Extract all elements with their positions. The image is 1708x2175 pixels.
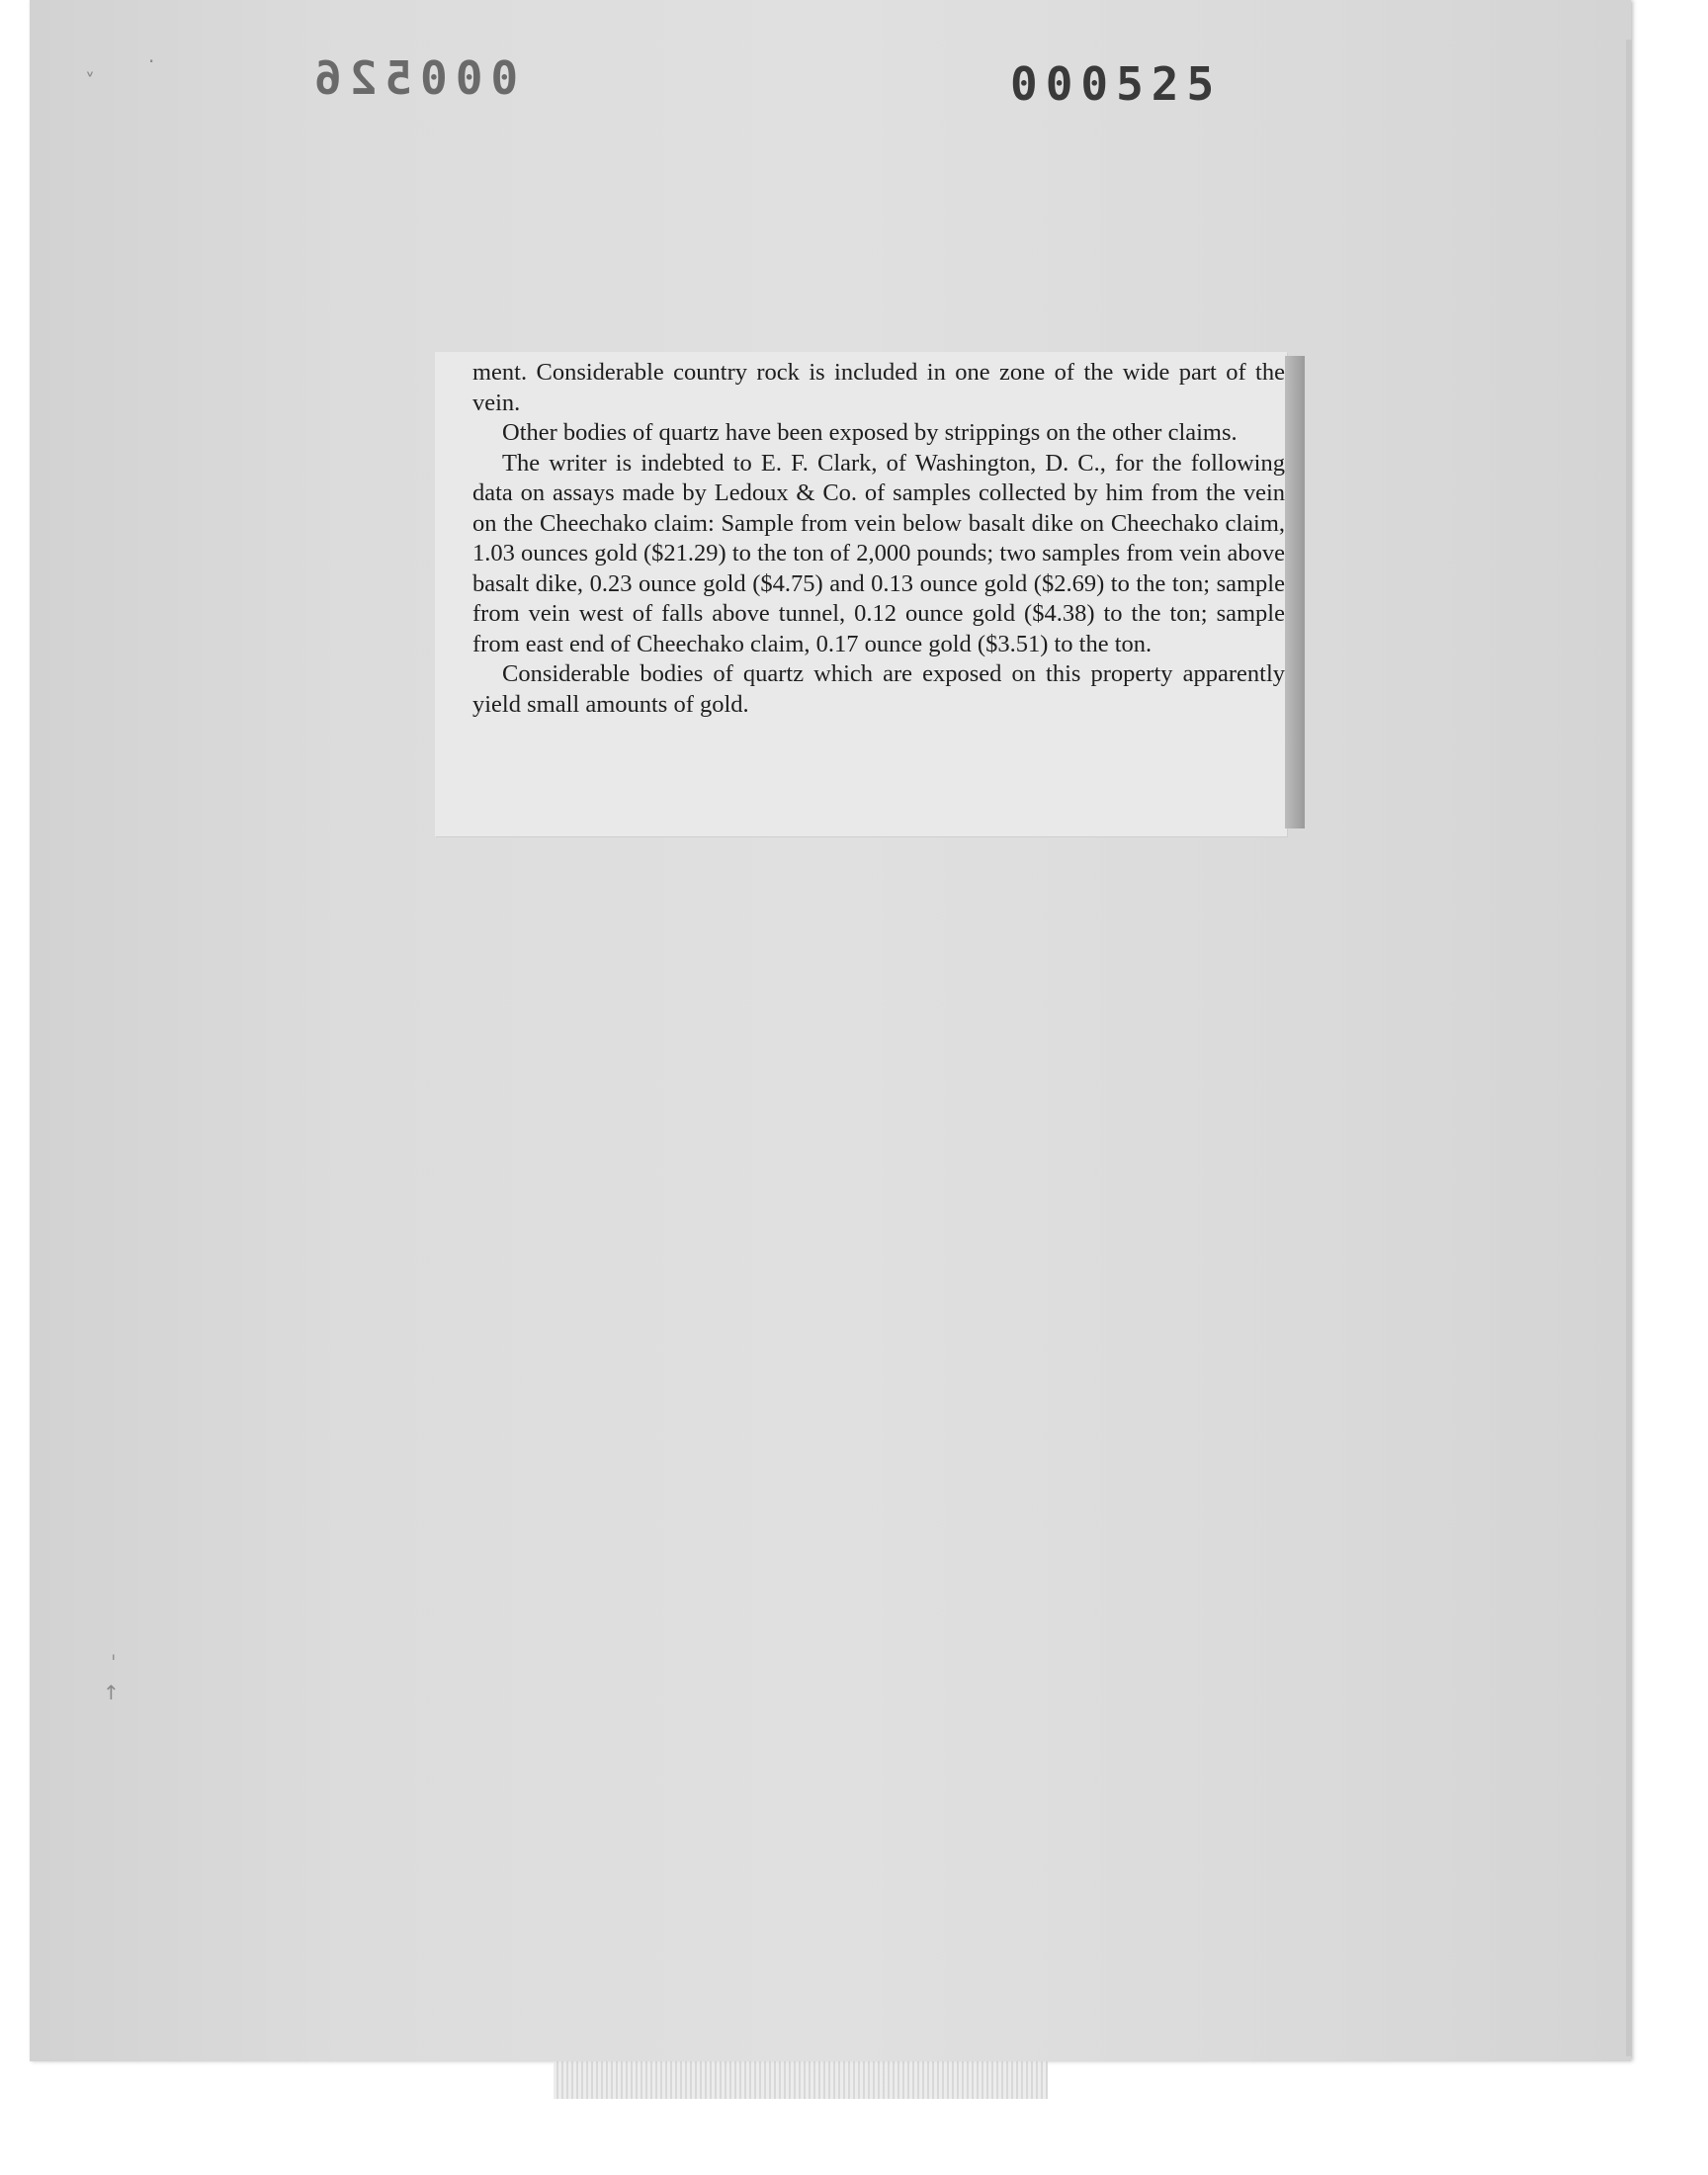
scan-speck: ˅: [85, 69, 95, 93]
paragraph-other-bodies: Other bodies of quartz have been exposed by strippings on the other claims.: [502, 419, 1238, 446]
sheet-edge: [1626, 40, 1632, 2056]
page-number-stamp-mirrored: 000526: [306, 51, 519, 105]
clipping-shadow-edge: [1285, 356, 1305, 828]
scan-speck: ˈ: [111, 1651, 117, 1675]
paragraph-assay-data: The writer is indebted to E. F. Clark, of Washington, D. C., for the following data on assays made by Ledoux & Co. of samples collected by him from the vein on the Cheechako claim: Sample from vein below basalt dike on Cheechako claim, 1.03 ounces gold ($21.29) to the ton of 2,000 pounds; two samples from vein above basalt dike, 0.23 ounce gold ($4.75) and 0.13 ounce gold ($2.69) to the ton; sample from vein west of falls above tunnel, 0.12 ounce gold ($4.38) to the ton; sample from east end of Cheechako claim, 0.17 ounce gold ($3.51) to the ton.: [472, 449, 1285, 657]
scan-speck: ·: [148, 49, 155, 73]
page-number-stamp: 000525: [1010, 57, 1223, 111]
scan-artifact-strip: [554, 2061, 1048, 2099]
paper-sheet: [30, 0, 1631, 2061]
paragraph-continuation: ment. Considerable country rock is included in one zone of the wide part of the vein.: [472, 359, 1285, 416]
clipping-text: [472, 358, 1285, 720]
paragraph-conclusion: Considerable bodies of quartz which are exposed on this property apparently yield small amounts of gold.: [472, 660, 1285, 718]
scan-speck: ↑: [103, 1681, 120, 1704]
